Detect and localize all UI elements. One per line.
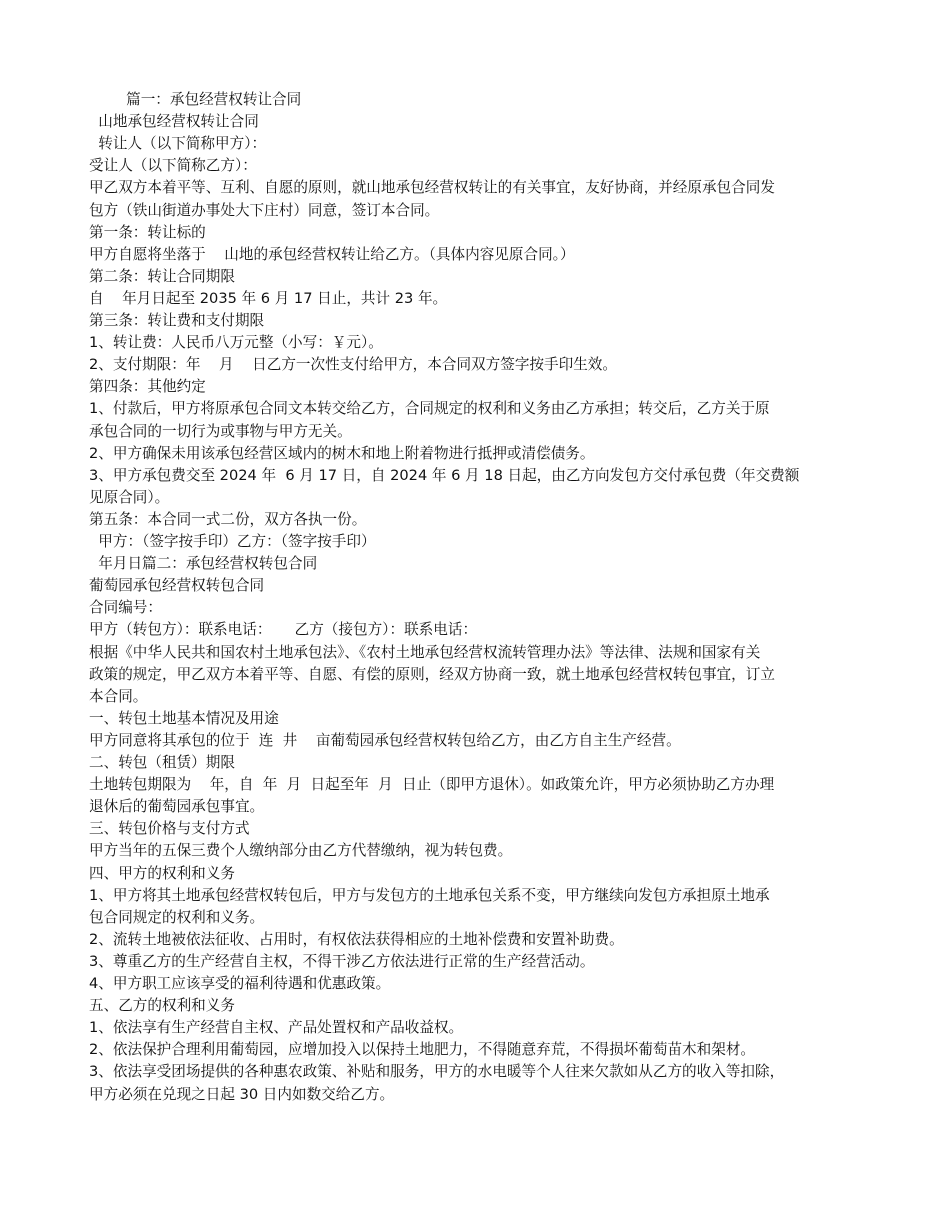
text-line: 土地转包期限为 年，自 年 月 日起至年 月 日止（即甲方退休）。如政策允许，甲方必须协助乙方办理 (89, 776, 775, 794)
text-line: 转让人（以下简称甲方）： (89, 135, 267, 153)
text-line: 1、甲方将其土地承包经营权转包后，甲方与发包方的土地承包关系不变，甲方继续向发包方承担原土地承 (89, 886, 770, 904)
text-line: 本合同。 (89, 687, 148, 705)
text-line: 甲方：（签字按手印）乙方：（签字按手印） (89, 533, 376, 550)
text-line: 1、付款后，甲方将原承包合同文本转交给乙方，合同规定的权利和义务由乙方承担；转交后，乙方关于原 (89, 400, 770, 418)
text-line: 4、甲方职工应该享受的福利待遇和优惠政策。 (89, 975, 391, 992)
text-line: 第五条：本合同一式二份，双方各执一份。 (89, 510, 367, 528)
text-line: 包合同规定的权利和义务。 (89, 908, 265, 926)
text-line: 受让人（以下简称乙方）： (89, 157, 257, 175)
text-line: 第三条：转让费和支付期限 (89, 312, 265, 329)
text-line: 2、流转土地被依法征收、占用时，有权依法获得相应的土地补偿费和安置补助费。 (89, 930, 624, 948)
text-line: 篇一：承包经营权转让合同 (89, 91, 302, 108)
text-line: 退休后的葡萄园承包事宜。 (89, 798, 265, 816)
text-line: 见原合同）。 (89, 488, 170, 506)
text-line: 3、依法享受团场提供的各种惠农政策、补贴和服务，甲方的水电暖等个人往来欠款如从乙方的收入等扣除， (89, 1063, 785, 1081)
text-line: 2、依法保护合理利用葡萄园，应增加投入以保持土地肥力，不得随意弃荒，不得损坏葡萄苗木和架材。 (89, 1041, 756, 1059)
text-line: 年月日篇二：承包经营权转包合同 (89, 555, 318, 573)
text-line: 葡萄园承包经营权转包合同 (89, 577, 265, 595)
text-line: 3、甲方承包费交至 2024 年 6 月 17 日，自 2024 年 6 月 18 日起，由乙方向发包方交付承包费（年交费额 (89, 466, 800, 484)
text-line: 山地承包经营权转让合同 (89, 113, 259, 131)
text-line: 一、转包土地基本情况及用途 (89, 709, 279, 727)
text-line: 根据《中华人民共和国农村土地承包法》、《农村土地承包经营权流转管理办法》等法律、法规和国家有关 (89, 643, 761, 661)
text-line: 第一条：转让标的 (89, 223, 206, 241)
text-line: 2、甲方确保未用该承包经营区域内的树木和地上附着物进行抵押或清偿债务。 (89, 444, 595, 462)
text-line: 二、转包（租赁）期限 (89, 754, 235, 771)
text-line: 甲方自愿将坐落于 山地的承包经营权转让给乙方。（具体内容见原合同。） (89, 245, 575, 263)
text-line: 三、转包价格与支付方式 (89, 820, 250, 838)
text-line: 3、尊重乙方的生产经营自主权，不得干涉乙方依法进行正常的生产经营活动。 (89, 952, 595, 970)
text-line: 承包合同的一切行为或事物与甲方无关。 (89, 422, 352, 440)
text-line: 1、依法享有生产经营自主权、产品处置权和产品收益权。 (89, 1019, 464, 1037)
text-line: 包方（铁山街道办事处大下庄村）同意，签订本合同。 (89, 201, 440, 219)
text-line: 甲方当年的五保三费个人缴纳部分由乙方代替缴纳，视为转包费。 (89, 842, 513, 860)
text-line: 第四条：其他约定 (89, 378, 206, 396)
text-line: 甲方必须在兑现之日起 30 日内如数交给乙方。 (89, 1085, 395, 1103)
text-line: 政策的规定，甲乙双方本着平等、自愿、有偿的原则，经双方协商一致，就土地承包经营权转包事宜，订立 (89, 665, 775, 683)
text-line: 1、转让费：人民币八万元整（小写：￥元）。 (89, 334, 383, 352)
text-line: 甲方同意将其承包的位于 连 井 亩葡萄园承包经营权转包给乙方，由乙方自主生产经营。 (89, 731, 681, 749)
text-line: 五、乙方的权利和义务 (89, 997, 235, 1015)
text-line: 四、甲方的权利和义务 (89, 864, 235, 882)
text-line: 甲方（转包方）：联系电话： 乙方（接包方）：联系电话： (89, 621, 478, 639)
text-line: 甲乙双方本着平等、互利、自愿的原则，就山地承包经营权转让的有关事宜，友好协商，并经原承包合同发 (89, 179, 775, 197)
text-line: 合同编号： (89, 599, 162, 617)
text-line: 第二条：转让合同期限 (89, 267, 235, 285)
text-line: 自 年月日起至 2035 年 6 月 17 日止，共计 23 年。 (89, 289, 448, 307)
text-line: 2、支付期限：年 月 日乙方一次性支付给甲方，本合同双方签字按手印生效。 (89, 356, 617, 374)
